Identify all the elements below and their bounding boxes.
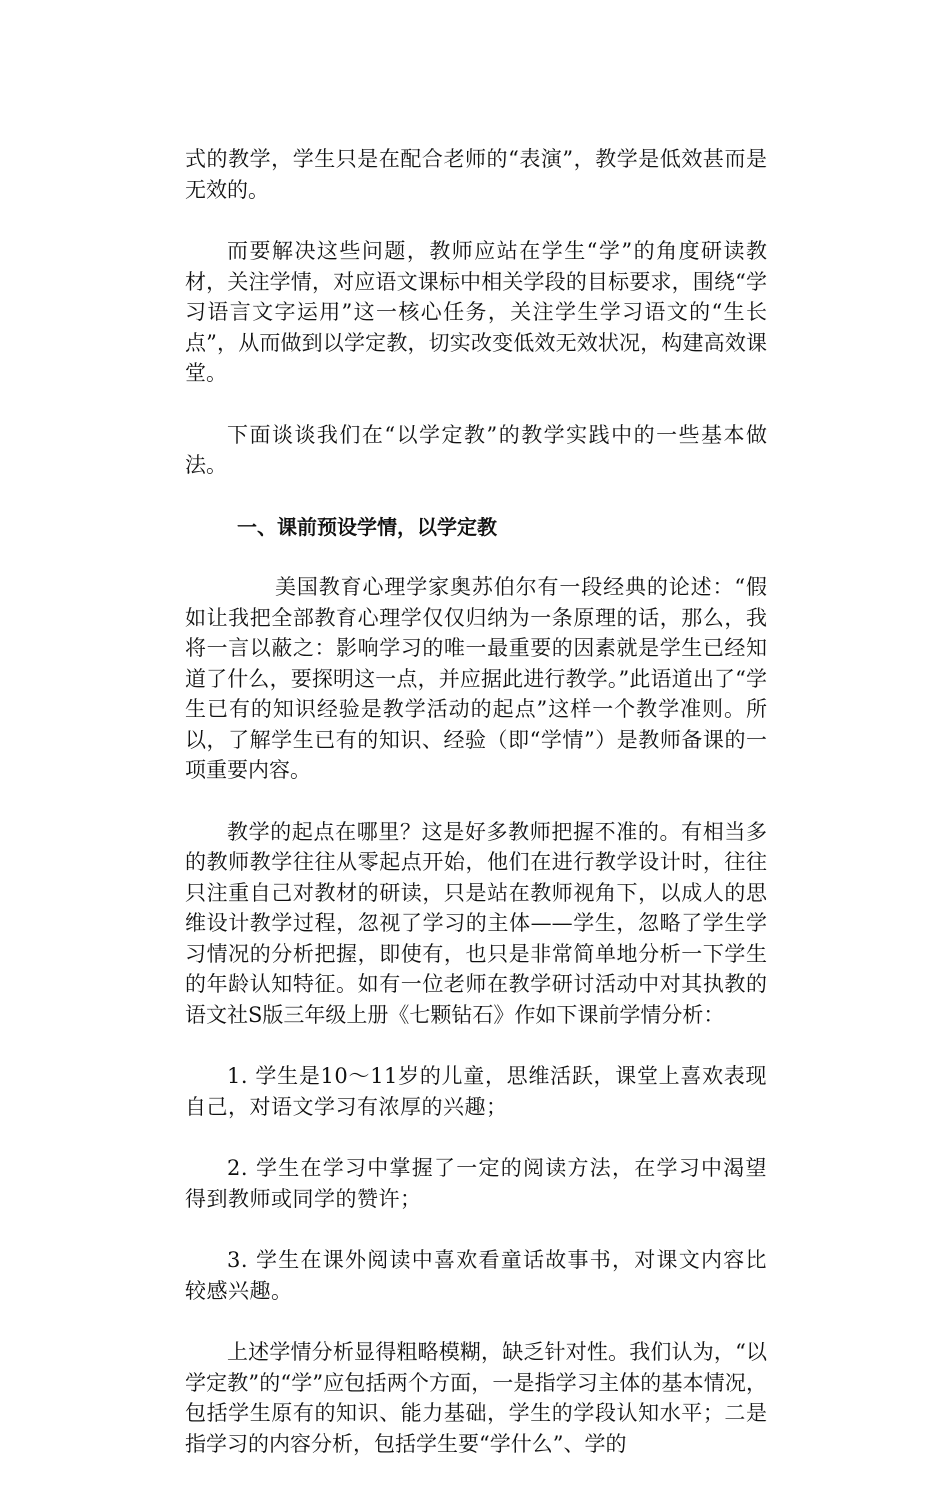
section-heading: 一、课前预设学情，以学定教 [237, 514, 497, 539]
list-item: 1. 学生是10～11岁的儿童，思维活跃，课堂上喜欢表现自己，对语文学习有浓厚的兴趣； [185, 1064, 767, 1119]
list-item: 3. 学生在课外阅读中喜欢看童话故事书，对课文内容比较感兴趣。 [185, 1248, 767, 1303]
paragraph: 而要解决这些问题，教师应站在学生“学”的角度研读教材，关注学情，对应语文课标中相关学段的目标要求，围绕“学习语言文字运用”这一核心任务，关注学生学习语文的“生长点”，从而做到以学定教，切实改变低效无效状况，构建高效课堂。 [185, 239, 767, 385]
document-page [185, 144, 767, 1490]
paragraph: 教学的起点在哪里？这是好多教师把握不准的。有相当多的教师教学往往从零起点开始，他们在进行教学设计时，往往只注重自己对教材的研读，只是站在教师视角下，以成人的思维设计教学过程，忽视了学习的主体——学生，忽略了学生学习情况的分析把握，即使有，也只是非常简单地分析一下学生的年龄认知特征。如有一位老师在教学研讨活动中对其执教的语文社S版三年级上册《七颗钻石》作如下课前学情分析： [185, 819, 767, 1027]
paragraph: 式的教学，学生只是在配合老师的“表演”，教学是低效甚而是无效的。 [185, 147, 767, 202]
list-item: 2. 学生在学习中掌握了一定的阅读方法，在学习中渴望得到教师或同学的赞许； [185, 1156, 767, 1211]
paragraph: 上述学情分析显得粗略模糊，缺乏针对性。我们认为，“以学定教”的“学”应包括两个方面，一是指学习主体的基本情况，包括学生原有的知识、能力基础，学生的学段认知水平；二是指学习的内容分析，包括学生要“学什么”、学的 [185, 1340, 767, 1456]
paragraph: 美国教育心理学家奥苏伯尔有一段经典的论述：“假如让我把全部教育心理学仅仅归纳为一条原理的话，那么，我将一言以蔽之：影响学习的唯一最重要的因素就是学生已经知道了什么，要探明这一点，并应据此进行教学。”此语道出了“学生已有的知识经验是教学活动的起点”这样一个教学准则。所以，了解学生已有的知识、经验（即“学情”）是教师备课的一项重要内容。 [185, 575, 767, 782]
paragraph: 下面谈谈我们在“以学定教”的教学实践中的一些基本做法。 [185, 422, 767, 477]
